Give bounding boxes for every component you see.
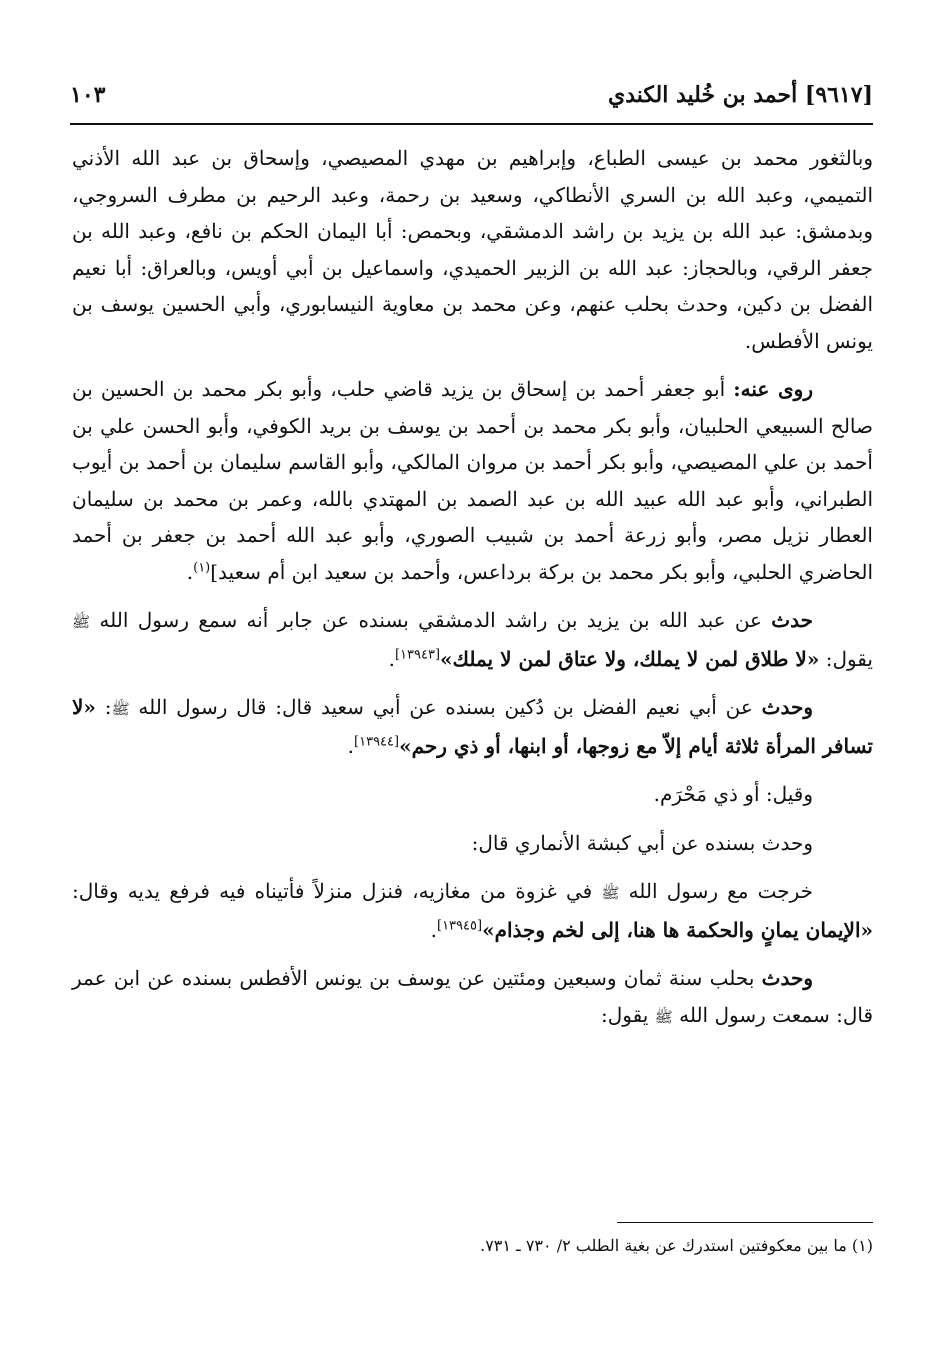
lead-word: وحدث (761, 966, 813, 990)
paragraph-isnad (72, 825, 873, 862)
footnote-text: (١) ما بين معكوفتين استدرك عن بغية الطلب ٢/ ٧٣٠ ـ ٧٣١. (480, 1236, 873, 1255)
lead-word: حدث (771, 608, 813, 632)
paragraph-note (72, 776, 873, 813)
lead-word: روى عنه: (733, 377, 813, 401)
paragraph-end: . (388, 646, 395, 671)
hadith-reference: [١٣٩٤٤] (354, 733, 400, 749)
salutation-glyph: ﷺ (111, 700, 130, 718)
paragraph-text: وقيل: أو ذي مَحْرَم. (653, 782, 813, 806)
paragraph-end: . (347, 733, 355, 758)
paragraph-text: أبو جعفر أحمد بن إسحاق بن يزيد قاضي حلب، وأبو بكر محمد بن الحسين بن صالح السبيعي الحلبيان، وأبو بكر محمد بن أحمد بن يوسف بن بريد الكوفي، وأبو الحسن علي بن أحمد بن علي المصيصي، وأبو بكر أحمد بن مروان المالكي، وأبو القاسم سليمان بن أحمد بن أيوب الطبراني، وأبو عبد الله عبيد الله بن عبد الصمد بن المهتدي بالله، وعمر بن محمد بن سليمان العطار نزيل مصر، وأبو زرعة أحمد بن شبيب الصوري، وأبو عبد الله أحمد بن جعفر بن أحمد الحاضري الحلبي، وأبو بكر محمد بن بركة برداعس، وأحمد بن سعيد ابن أم سعيد] (72, 377, 873, 584)
paragraph-text: يقول: (819, 646, 873, 671)
footnote-marker: (١) (193, 559, 211, 575)
paragraph-text: في غزوة من مغازيه، فنزل منزلاً فأتيناه فيه فرفع يديه وقال: (72, 879, 602, 903)
footnote-rule (617, 1222, 873, 1223)
lead-word: وحدث (761, 695, 813, 719)
paragraph-teachers (72, 140, 873, 359)
salutation-glyph: ﷺ (654, 1007, 673, 1026)
salutation-glyph: ﷺ (601, 884, 620, 902)
hadith-text: «لا تسافر المرأة ثلاثة أيام إلاّ مع زوجها، أو ابنها، أو ذي رحم» (72, 695, 873, 758)
page-number: ١٠٣ (70, 82, 106, 108)
salutation-glyph: ﷺ (72, 613, 91, 631)
paragraph-text: عن عبد الله بن يزيد بن راشد الدمشقي بسنده عن جابر أنه سمع رسول الله (90, 608, 772, 632)
paragraph-hadith-4 (72, 960, 873, 1035)
paragraph-text: عن أبي نعيم الفضل بن دُكين بسنده عن أبي سعيد قال: قال رسول الله (129, 695, 762, 719)
hadith-text: «لا طلاق لمن لا يملك، ولا عتاق لمن لا يملك» (440, 646, 820, 671)
paragraph-text: يقول: (600, 1002, 655, 1027)
paragraph-hadith-2 (72, 689, 873, 764)
header-title: [٩٦١٧] أحمد بن خُليد الكندي (607, 82, 873, 108)
hadith-reference: [١٣٩٤٣] (394, 646, 441, 662)
paragraph-end: . (430, 917, 437, 942)
footnote (72, 1233, 873, 1259)
paragraph-narrators (72, 371, 873, 590)
hadith-text: «الإيمان يمانٍ والحكمة ها هنا، إلى لخم وجذام» (482, 917, 873, 942)
paragraph-hadith-3 (72, 873, 873, 948)
paragraph-text: خرجت مع رسول الله (619, 879, 813, 903)
paragraph-text: وحدث بسنده عن أبي كبشة الأنماري قال: (471, 830, 813, 855)
paragraph-hadith-1 (72, 602, 873, 677)
paragraph-text: : (95, 695, 112, 719)
paragraph-text: وبالثغور محمد بن عيسى الطباع، وإبراهيم بن مهدي المصيصي، وإسحاق بن عبد الله الأذني التميمي، وعبد الله بن السري الأنطاكي، وسعيد بن رحمة، وعبد الرحيم بن مطرف السروجي، وبدمشق: عبد الله بن يزيد بن راشد الدمشقي، وبحمص: أبا اليمان الحكم بن نافع، وعبد الله بن جعفر الرقي، وبالحجاز: عبد الله بن الزبير الحميدي، واسماعيل بن أبي أويس، وبالعراق: أبا نعيم الفضل بن دكين، وحدث بحلب عنهم، وعن محمد بن معاوية النيسابوري، وأبي الحسين يوسف بن يونس الأفطس. (72, 146, 874, 353)
running-header (70, 80, 873, 120)
header-rule (70, 123, 873, 125)
paragraph-text: بحلب سنة ثمان وسبعين ومئتين عن يوسف بن يونس الأفطس بسنده عن ابن عمر قال: سمعت رسول الله (72, 966, 873, 1027)
paragraph-end: . (186, 559, 194, 584)
hadith-reference: [١٣٩٤٥] (436, 917, 483, 933)
main-text (72, 140, 873, 1047)
